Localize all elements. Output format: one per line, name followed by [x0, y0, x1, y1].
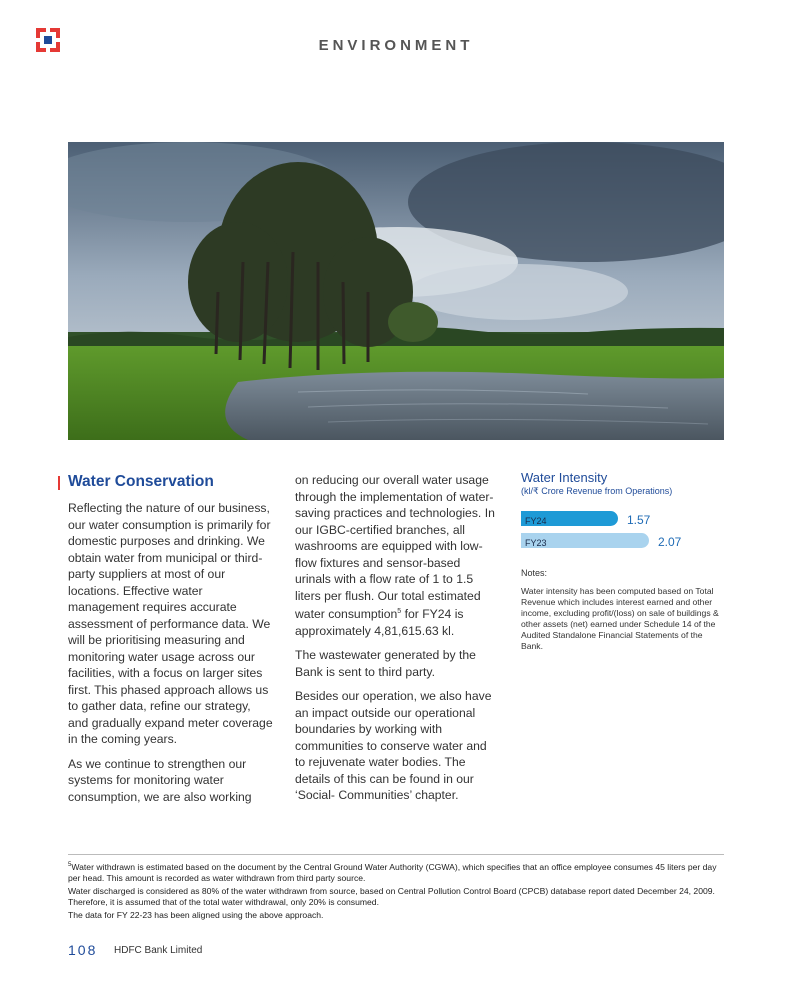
bar-category-label: FY23 — [525, 538, 547, 548]
footnote: $^5$Water withdrawn is estimated based on the document by the Central Ground Water Authority (CGWA), which specifies that an office employee consumes 45 liters per day per head. This amount is recorded as water withdrawn from third party source. — [68, 861, 717, 883]
notes-label: Notes: — [521, 568, 548, 578]
water-conservation-heading: Water Conservation — [68, 473, 214, 490]
footnote: Water discharged is considered as 80% of the water withdrawn from source, based on Central Pollution Control Board (CPCB) database report dated December 24, 2009. Therefore, it is assumed that of the total water withdrawal, only 20% is consumed. — [68, 885, 715, 907]
footnote: The data for FY 22-23 has been aligned using the above approach. — [68, 909, 324, 920]
footnote-divider — [68, 854, 724, 855]
water-intensity-chart — [521, 470, 726, 652]
chart-bars — [521, 509, 726, 551]
body-column-2 — [295, 472, 495, 812]
footnote-marker: 5 — [68, 862, 72, 868]
footnote-ref: 5 — [397, 608, 402, 615]
paragraph: Besides our operation, we also have an impact outside our operational boundaries by working with communities to conserve water and to rejuvenate water bodies. The details of this can be found in our ‘Social- Communities’ chapter. — [295, 689, 492, 803]
paragraph: As we continue to strengthen our systems for monitoring water consumption, we are also working — [68, 756, 252, 804]
heading-accent-bar — [58, 476, 60, 490]
notes-text: Water intensity has been computed based on Total Revenue which includes interest earned and other income, excluding profit/(loss) on sale of buildings & other assets (net) earned under Schedule 14 of the Audited Standalone Financial Statements of the Bank. — [521, 586, 719, 651]
paragraph: Reflecting the nature of our business, our water consumption is primarily for domestic purposes and drinking. We obtain water from municipal or third-party suppliers at most of our locations. Effective water management requires accurate assessment of performance data. We will be prioritising measuring and monitoring water usage across our facilities, with a focus on larger sites first. This phased approach allows us to gather data, refine our strategy, and gradually expand meter coverage in the coming years. — [68, 501, 273, 746]
bar-category-label: FY24 — [525, 516, 547, 526]
paragraph: The wastewater generated by the Bank is sent to third party. — [295, 648, 476, 679]
page-number: 108 — [68, 942, 98, 958]
bar-value-label: 1.57 — [627, 513, 651, 527]
bar-value-label: 2.07 — [658, 535, 682, 549]
footnotes — [68, 860, 724, 923]
bar-row-fy23 — [521, 531, 726, 551]
landscape-photo — [68, 142, 724, 440]
chart-subtitle: (kl/₹ Crore Revenue from Operations) — [521, 486, 673, 496]
paragraph: on reducing our overall water usage through the implementation of water-saving practices and technologies. In our IGBC-certified branches, all washrooms are equipped with low-flow fixtures and sensor-based urinals with a flow rate of 1 to 1.5 liters per flush. Our total estimated water consumption$^5$ for FY24 is approximately 4,81,615.63 kl. — [295, 473, 495, 638]
chart-title: Water Intensity — [521, 470, 608, 485]
section-title: ENVIRONMENT — [318, 37, 474, 54]
bar-row-fy24 — [521, 509, 726, 529]
company-name: HDFC Bank Limited — [114, 945, 203, 956]
water-conservation-column — [68, 472, 273, 813]
